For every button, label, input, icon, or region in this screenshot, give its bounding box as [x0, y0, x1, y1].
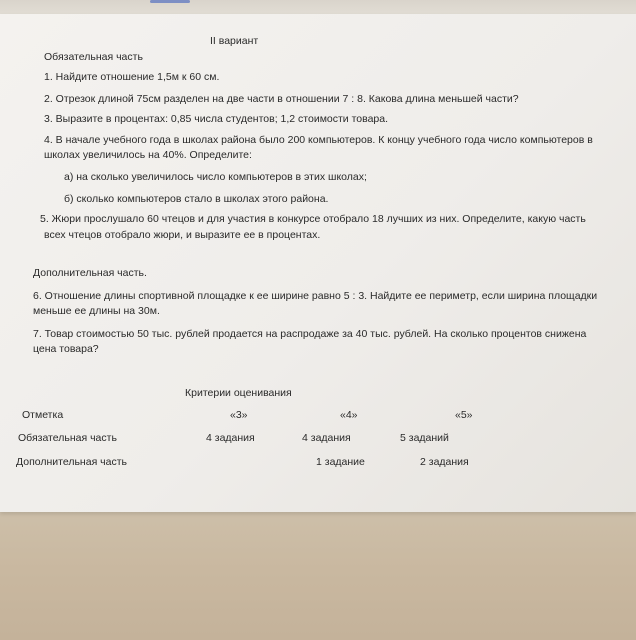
task-5-line-2: всех чтецов отобрало жюри, и выразите ее в процентах.	[44, 229, 321, 241]
mandatory-grade-5: 5 заданий	[400, 432, 449, 444]
task-7-line-2: цена товара?	[33, 343, 99, 355]
mandatory-grade-3: 4 задания	[206, 432, 255, 444]
variant-title: II вариант	[210, 35, 259, 47]
mandatory-row-label: Обязательная часть	[18, 432, 117, 444]
worksheet-paper	[0, 14, 636, 512]
blue-mark	[150, 0, 190, 3]
additional-grade-5: 2 задания	[420, 456, 469, 468]
grade-5: «5»	[455, 409, 473, 421]
grade-3: «3»	[230, 409, 248, 421]
task-5-line-1: 5. Жюри прослушало 60 чтецов и для участия в конкурсе отобрало 18 лучших из них. Определите, какую часть	[40, 213, 586, 225]
grade-4: «4»	[340, 409, 358, 421]
task-4a: а) на сколько увеличилось число компьютеров в этих школах;	[64, 171, 367, 183]
table-surface	[0, 512, 636, 640]
task-3: 3. Выразите в процентах: 0,85 числа студентов; 1,2 стоимости товара.	[44, 113, 389, 125]
task-2: 2. Отрезок длиной 75см разделен на две части в отношении 7 : 8. Какова длина меньшей части?	[44, 93, 519, 105]
grade-label: Отметка	[22, 409, 64, 421]
task-4-line-2: школах увеличилось на 40%. Определите:	[44, 149, 252, 161]
mandatory-grade-4: 4 задания	[302, 432, 351, 444]
task-7-line-1: 7. Товар стоимостью 50 тыс. рублей продается на распродаже за 40 тыс. рублей. На сколько процентов снижена	[33, 328, 587, 340]
additional-row-label: Дополнительная часть	[16, 456, 128, 468]
criteria-title: Критерии оценивания	[185, 387, 292, 399]
task-6-line-1: 6. Отношение длины спортивной площадке к ее ширине равно 5 : 3. Найдите ее периметр, если ширина площадки	[33, 290, 598, 302]
task-4b: б) сколько компьютеров стало в школах этого района.	[64, 193, 329, 205]
task-4-line-1: 4. В начале учебного года в школах района было 200 компьютеров. К концу учебного года число компьютеров в	[44, 134, 593, 146]
additional-grade-4: 1 задание	[316, 456, 365, 468]
task-6-line-2: меньше ее длины на 30м.	[33, 305, 160, 317]
additional-heading: Дополнительная часть.	[33, 267, 147, 279]
mandatory-heading: Обязательная часть	[44, 51, 143, 63]
task-1: 1. Найдите отношение 1,5м к 60 см.	[44, 71, 220, 83]
